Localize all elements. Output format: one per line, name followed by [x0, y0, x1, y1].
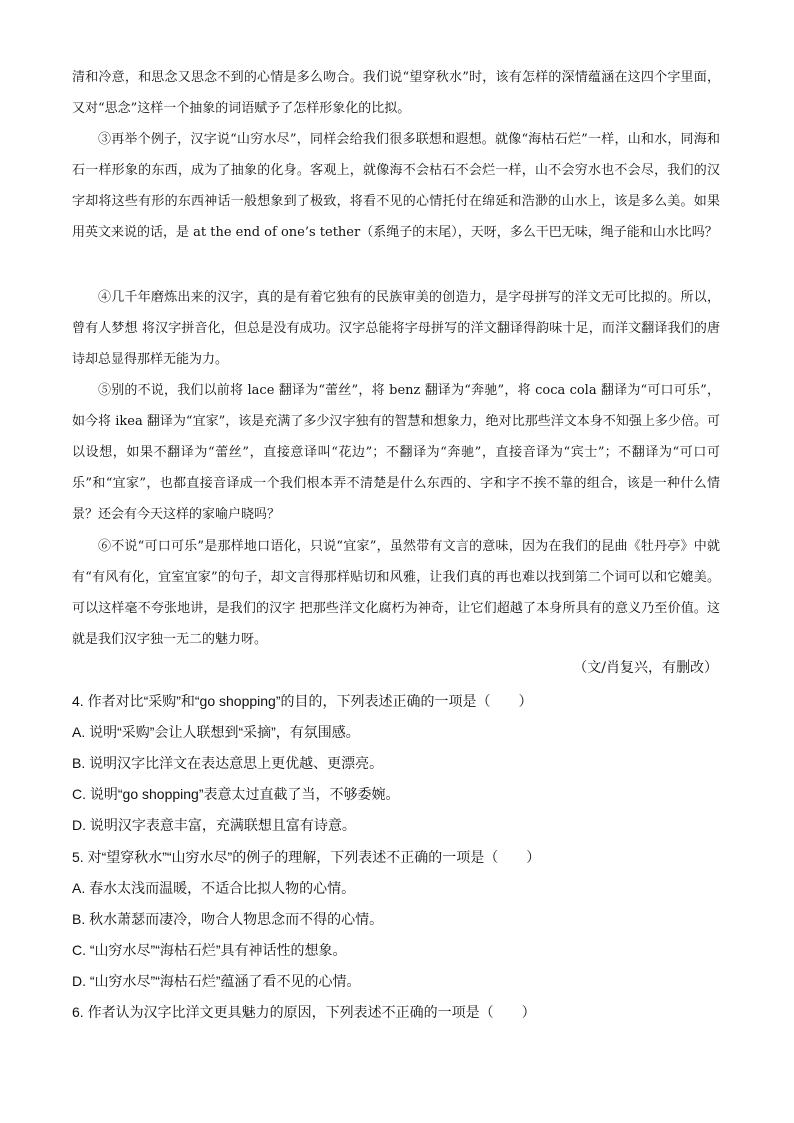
question-5-option-a[interactable]: A. 春水太浅而温暖，不适合比拟人物的心情。 [72, 880, 356, 896]
question-4-stem: 4. 作者对比“采购”和“go shopping”的目的，下列表述正确的一项是（ ） [72, 693, 533, 709]
question-4-option-b[interactable]: B. 说明汉字比洋文在表达意思上更优越、更漂亮。 [72, 755, 384, 771]
question-5-option-c[interactable]: C. “山穷水尽”“海枯石烂”具有神话性的想象。 [72, 942, 347, 958]
question-5-option-b[interactable]: B. 秋水萧瑟而凄冷，吻合人物思念而不得的心情。 [72, 911, 384, 927]
passage-paragraph-5: ⑤别的不说，我们以前将 lace 翻译为“蕾丝”，将 benz 翻译为“奔驰”，将 coca cola 翻译为“可口可乐”，如今将 ikea 翻译为“宜家”，该是充满了多少汉字独有的智慧和想象力，绝对比那些洋文本身不知强上多少倍。可以设想，如果不翻译为“蕾丝”，直接意译叫“花边”；不翻译为“奔驰”，直接音译为“宾士”；不翻译为“可口可乐”和“宜家”，也都直接音译成一个我们根本弄不清楚是什么东西的、字和字不挨不靠的组合，该是一种什么情景？还会有今天这样的家喻户晓吗？ [72, 383, 720, 522]
question-6-stem: 6. 作者认为汉字比洋文更具魅力的原因，下列表述不正确的一项是（ ） [72, 1004, 536, 1020]
passage-paragraph-4: ④几千年磨炼出来的汉字，真的是有着它独有的民族审美的创造力，是字母拼写的洋文无可比拟的。所以，曾有人梦想 将汉字拼音化，但总是没有成功。汉字总能将字母拼写的洋文翻译得韵味十足，而洋文翻译我们的唐诗却总显得那样无能为力。 [72, 290, 720, 367]
question-4-option-c[interactable]: C. 说明“go shopping”表意太过直截了当，不够委婉。 [72, 786, 400, 802]
passage-paragraph-continued: 清和冷意，和思念又思念不到的心情是多么吻合。我们说“望穿秋水”时，该有怎样的深情蕴涵在这四个字里面，又对“思念”这样一个抽象的词语赋予了怎样形象化的比拟。 [72, 70, 720, 116]
question-4-option-a[interactable]: A. 说明“采购”会让人联想到“采摘”，有氛围感。 [72, 724, 360, 740]
question-5-stem: 5. 对“望穿秋水”“山穷水尽”的例子的理解，下列表述不正确的一项是（ ） [72, 849, 541, 865]
passage-source: （文/肖复兴，有删改） [573, 660, 718, 676]
question-5-option-d[interactable]: D. “山穷水尽”“海枯石烂”蕴涵了看不见的心情。 [72, 973, 361, 989]
passage-paragraph-6: ⑥不说“可口可乐”是那样地口语化，只说“宜家”，虽然带有文言的意味，因为在我们的昆曲《牡丹亭》中就有“有风有化，宜室宜家”的句子，却文言得那样贴切和风雅，让我们真的再也难以找到第二个词可以和它媲美。可以这样毫不夸张地讲，是我们的汉字 把那些洋文化腐朽为神奇，让它们超越了本身所具有的意义乃至价值。这就是我们汉字独一无二的魅力呀。 [72, 539, 720, 647]
question-4-option-d[interactable]: D. 说明汉字表意丰富，充满联想且富有诗意。 [72, 817, 356, 833]
passage-paragraph-3: ③再举个例子，汉字说“山穷水尽”，同样会给我们很多联想和遐想。就像“海枯石烂”一样，山和水，同海和石一样形象的东西，成为了抽象的化身。客观上，就像海不会枯石不会烂一样，山不会穷水也不会尽，我们的汉字却将这些有形的东西神话一般想象到了极致，将看不见的心情托付在绵延和浩渺的山水上，该是多么美。如果用英文来说的话，是 at the end of one’s tether（系绳子的末尾），天呀，多么干巴无味，绳子能和山水比吗？ [72, 132, 720, 240]
